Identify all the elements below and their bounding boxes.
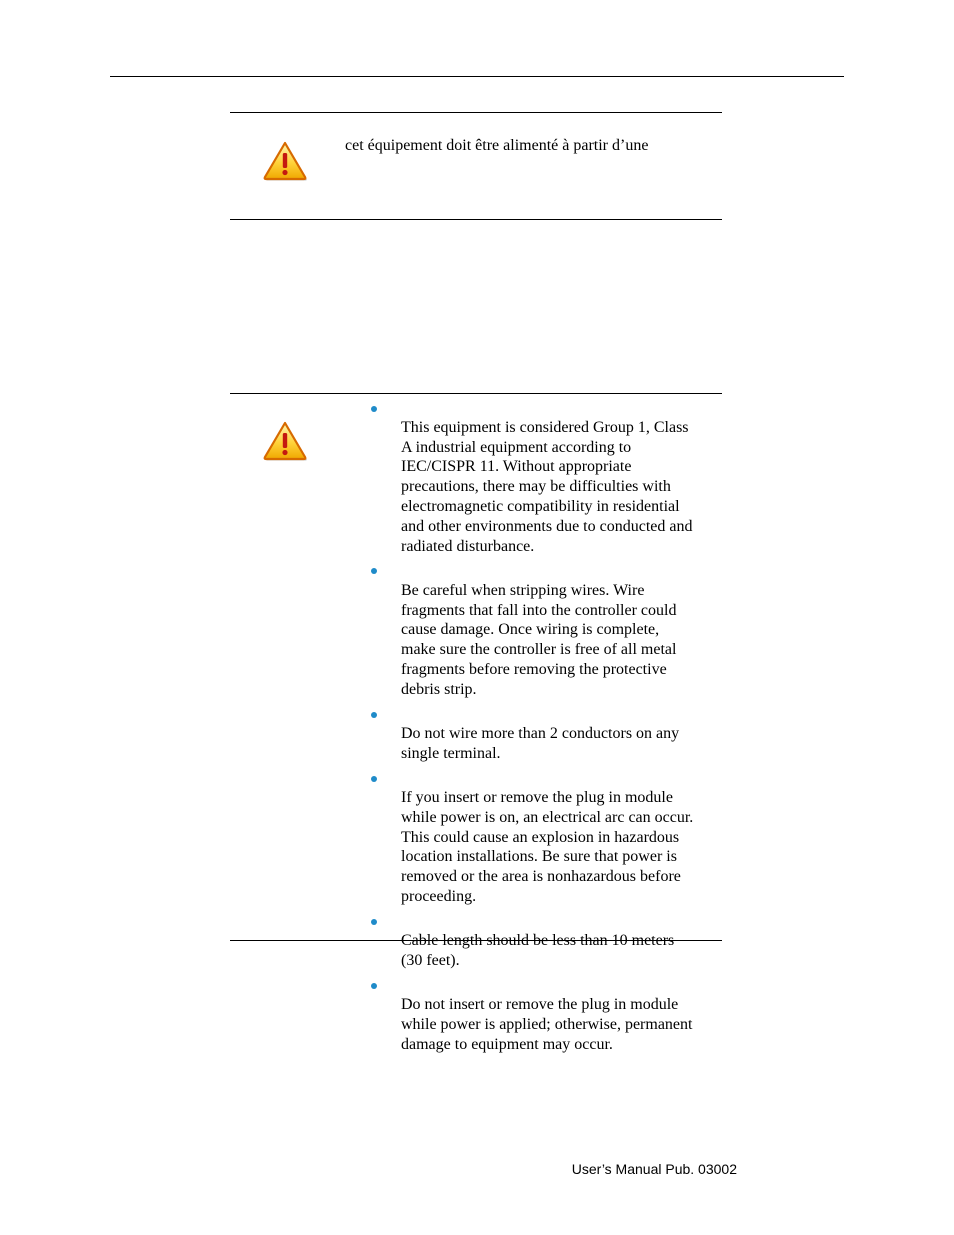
list-item-text: Be careful when stripping wires. Wire fragments that fall into the controller could cause damage. Once wiring is complete, make sure the controller is free of all metal fragments before removing the protective debris strip. [401,581,677,698]
caution-text-french: cet équipement doit être alimenté à partir d’une [345,137,649,154]
caution-bullet-list [371,398,717,1059]
bullet-icon [371,712,377,718]
list-item [371,704,717,763]
header-rule [110,76,844,77]
bullet-icon [371,568,377,574]
list-item [371,561,717,700]
list-item-text: This equipment is considered Group 1, Class A industrial equipment according to IEC/CISPR 11. Without appropriate precautions, there may be difficulties with electromagnetic compatibility in residential and other environments due to conducted and radiated disturbance. [401,418,693,555]
list-item [371,768,717,907]
bullet-icon [371,983,377,989]
bullet-icon [371,919,377,925]
list-item-text: Do not wire more than 2 conductors on any single terminal. [401,724,680,762]
list-item [371,975,717,1054]
warning-triangle-icon [262,420,308,462]
footer-manual-reference: User’s Manual Pub. 03002 [571,1161,737,1177]
warning-triangle-icon [262,140,308,182]
bullet-icon [371,776,377,782]
list-item [371,398,717,556]
bullet-icon [371,406,377,412]
list-item-text: If you insert or remove the plug in module while power is on, an electrical arc can occur. This could cause an explosion in hazardous location installations. Be sure that power is removed or the area is nonhazardous before proceeding. [401,788,694,905]
list-item [371,911,717,970]
caution-box-french [230,112,722,220]
list-item-text: Cable length should be less than 10 meters (30 feet). [401,932,675,969]
list-item-text: Do not insert or remove the plug in module while power is applied; otherwise, permanent damage to equipment may occur. [401,996,693,1053]
caution-box-english [230,393,722,1053]
